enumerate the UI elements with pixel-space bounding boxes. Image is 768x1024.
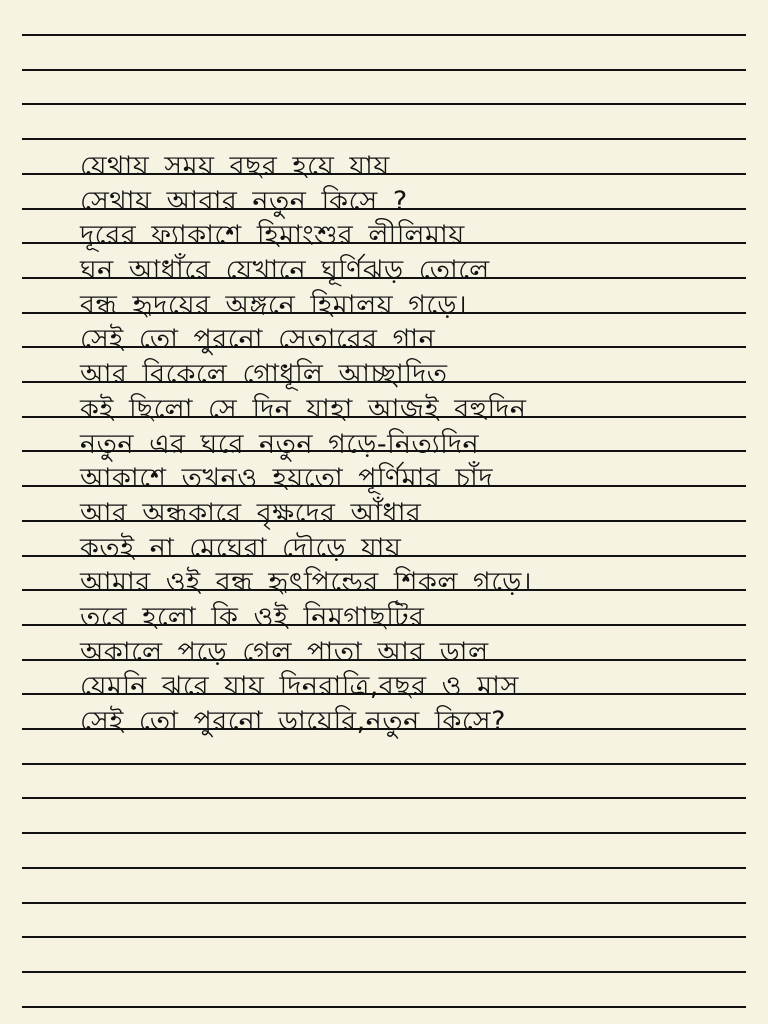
- ruled-line: [22, 69, 746, 71]
- poem-line: দূরের ফ্যাকাশে হিমাংশুর লীলিমায়: [80, 220, 465, 252]
- poem-line: সেই তো পুরনো সেতারের গান: [80, 324, 436, 356]
- poem-line: অকালে পড়ে গেল পাতা আর ডাল: [80, 636, 489, 668]
- poem-line: কই ছিলো সে দিন যাহা আজই বহুদিন: [80, 393, 527, 425]
- poem-line: সেই তো পুরনো ডায়েরি,নতুন কিসে?: [80, 706, 506, 737]
- poem-text: [80, 150, 740, 740]
- ruled-line: [22, 138, 746, 140]
- ruled-line: [22, 971, 746, 973]
- ruled-line: [22, 936, 746, 938]
- ruled-line: [22, 1006, 746, 1008]
- poem-line: আর বিকেলে গোধূলি আচ্ছাদিত: [80, 359, 448, 391]
- ruled-line: [22, 34, 746, 36]
- poem-line: যেথায় সময় বছর হয়ে যায়: [80, 151, 390, 182]
- ruled-line: [22, 797, 746, 799]
- poem-line: আকাশে তখনও হয়তো পূর্ণিমার চাঁদ: [80, 463, 494, 495]
- poem-line: আমার ওই বন্ধ হৃৎপিন্ডের শিকল গড়ে।: [80, 567, 533, 599]
- poem-line: যেমনি ঝরে যায় দিনরাত্রি,বছর ও মাস: [80, 671, 519, 703]
- poem-line: আর অন্ধকারে বৃক্ষদের আঁধার: [80, 497, 422, 529]
- poem-line: তবে হলো কি ওই নিমগাছটির: [80, 601, 425, 633]
- ruled-line: [22, 832, 746, 834]
- poem-line: কতই না মেঘেরা দৌড়ে যায়: [80, 532, 402, 564]
- ruled-line: [22, 763, 746, 765]
- ruled-line: [22, 867, 746, 869]
- ruled-line: [22, 902, 746, 904]
- poem-line: ঘন আধাঁরে যেখানে ঘূর্ণিঝড় তোলে: [80, 255, 490, 287]
- ruled-line: [22, 103, 746, 105]
- poem-line: নতুন এর ঘরে নতুন গড়ে-নিত্যদিন: [80, 428, 480, 460]
- poem-line: বন্ধ হৃদয়ের অঙ্গনে হিমালয় গড়ে।: [80, 289, 468, 321]
- poem-line: সেথায় আবার নতুন কিসে ?: [80, 185, 408, 217]
